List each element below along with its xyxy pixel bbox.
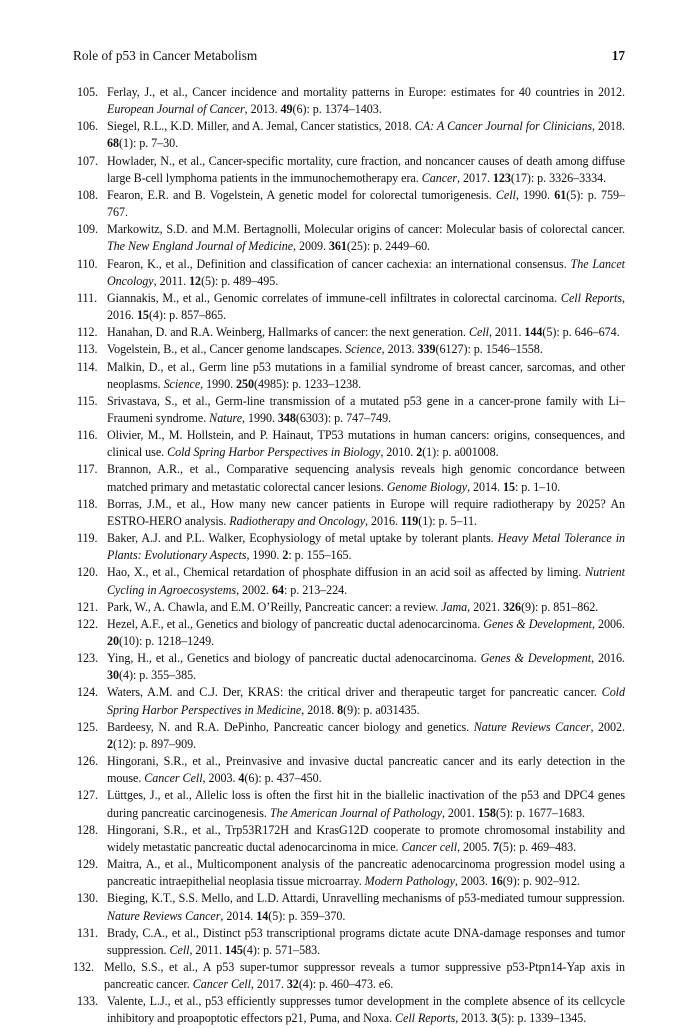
citation-text: (4): p. 571–583. — [242, 942, 321, 957]
citation-text: Ferlay, J., et al., Cancer incidence and mortality patterns in Europe: estimates for 40 countries in 2012. — [107, 85, 625, 99]
journal-title: CA: A Cancer Journal for Clinicians — [414, 119, 592, 134]
reference-number: 126. — [77, 754, 98, 769]
reference-item — [77, 290, 625, 324]
journal-title: European Journal of Cancer — [107, 102, 245, 117]
citation-text: Vogelstein, B., et al., Cancer genome landscapes. — [107, 342, 346, 357]
citation-text: , 2005. — [457, 839, 493, 854]
volume-number: 3 — [491, 1011, 498, 1026]
citation-text: Lüttges, J., et al., Allelic loss is often the first hit in the biallelic inactivation of the p53 and DPC4 genes during pancreatic carcinogenesis. — [107, 788, 625, 820]
citation-text: , 2006. — [591, 616, 625, 631]
citation-text: (4): p. 355–385. — [119, 668, 197, 683]
reference-number: 131. — [77, 925, 98, 940]
citation-text: , 2001. — [441, 805, 478, 820]
volume-number: 61 — [554, 187, 567, 202]
journal-title: Heavy Metal Tolerance in Plants: Evolutionary Aspects — [107, 531, 625, 563]
volume-number: 339 — [417, 342, 436, 357]
reference-number: 121. — [77, 599, 98, 614]
citation-text: , 2013. — [244, 102, 281, 117]
reference-item — [77, 153, 625, 187]
citation-text: (9): p. a031435. — [343, 702, 420, 717]
journal-title: Modern Pathology — [364, 874, 455, 889]
reference-item — [77, 787, 625, 821]
citation-text: Fearon, K., et al., Definition and classification of cancer cachexia: an international consensus. — [107, 256, 571, 271]
reference-item — [77, 564, 625, 598]
page-number: 17 — [611, 48, 625, 63]
journal-title: Nature Reviews Cancer — [107, 908, 221, 923]
citation-text: (6127): p. 1546–1558. — [435, 342, 543, 357]
journal-title: Cancer cell — [401, 839, 458, 854]
journal-title: Jama — [441, 599, 468, 614]
citation-text: (25): p. 2449–60. — [346, 239, 431, 254]
reference-item — [77, 822, 625, 856]
journal-title: Nature Reviews Cancer — [473, 719, 591, 734]
citation-text: Markowitz, S.D. and M.M. Bertagnolli, Molecular origins of cancer: Molecular basis of colorectal cancer. — [107, 222, 625, 237]
reference-number: 123. — [77, 651, 98, 666]
citation-text: , 2011. — [488, 325, 525, 340]
citation-text: (5): p. 489–495. — [201, 273, 279, 288]
volume-number: 119 — [400, 513, 419, 528]
citation-text: , 2018. — [301, 702, 338, 717]
citation-text: , 2011. — [189, 942, 225, 957]
citation-text: , 2017. — [250, 977, 287, 992]
reference-item — [77, 530, 625, 564]
reference-number: 109. — [77, 222, 98, 237]
citation-text: , 2017. — [457, 170, 493, 185]
reference-number: 118. — [77, 496, 98, 511]
citation-text: , 1990. — [246, 548, 283, 563]
volume-number: 64 — [271, 582, 284, 597]
citation-text: (5): p. 1677–1683. — [495, 805, 585, 820]
volume-number: 15 — [502, 479, 515, 494]
reference-item — [77, 256, 625, 290]
citation-text: , 2011. — [153, 273, 190, 288]
journal-title: Cold Spring Harbor Perspectives in Biology — [167, 445, 381, 460]
citation-text: , 2018. — [592, 119, 625, 134]
citation-text: , 2016. — [591, 651, 625, 666]
citation-text: , 2013. — [455, 1011, 492, 1026]
reference-number: 130. — [77, 891, 98, 906]
citation-text: Hezel, A.F., et al., Genetics and biology of pancreatic ductal adenocarcinoma. — [107, 616, 484, 631]
volume-number: 32 — [286, 977, 299, 992]
citation-text: , 2013. — [381, 342, 418, 357]
citation-text: Bardeesy, N. and R.A. DePinho, Pancreatic cancer biology and genetics. — [107, 719, 474, 734]
journal-title: Science — [163, 376, 201, 391]
reference-item — [77, 496, 625, 530]
citation-text: , 2021. — [467, 599, 504, 614]
reference-number: 116. — [77, 428, 98, 443]
citation-text: Mello, S.S., et al., A p53 super-tumor suppressor reveals a tumor suppressive p53-Ptpn14-Yap axis in pancreatic cancer. — [104, 959, 625, 992]
journal-title: Genes & Development — [483, 616, 592, 631]
volume-number: 12 — [189, 273, 202, 288]
volume-number: 144 — [524, 325, 543, 340]
volume-number: 7 — [492, 839, 499, 854]
reference-number: 110. — [77, 256, 98, 271]
journal-title: Cell Reports — [395, 1011, 456, 1026]
citation-text: (4985): p. 1233–1238. — [254, 376, 362, 391]
reference-number: 113. — [77, 342, 98, 357]
reference-item — [77, 650, 625, 684]
journal-title: Genome Biology — [386, 479, 468, 494]
citation-text: Baker, A.J. and P.L. Walker, Ecophysiology of metal uptake by tolerant plants. — [107, 531, 498, 546]
reference-item — [77, 753, 625, 787]
citation-text: , 1990. — [515, 187, 555, 202]
citation-text: (10): p. 1218–1249. — [119, 634, 215, 648]
citation-text: Hingorani, S.R., et al., Trp53R172H and KrasG12D cooperate to promote chromosomal instability and widely metastatic pancreatic ductal adenocarcinoma in mice. — [107, 822, 625, 854]
reference-number: 129. — [77, 857, 98, 872]
reference-item — [77, 427, 625, 461]
volume-number: 2 — [416, 445, 423, 460]
journal-title: The Lancet Oncology — [107, 256, 625, 288]
citation-text: : p. 1–10. — [514, 479, 561, 494]
reference-number: 114. — [77, 359, 98, 374]
citation-text: , 2016. — [107, 290, 625, 323]
citation-text: , 2003. — [202, 771, 239, 786]
volume-number: 30 — [107, 668, 119, 683]
citation-text: Borras, J.M., et al., How many new cancer patients in Europe will require radiotherapy by 2025? An ESTRO-HERO analysis. — [107, 496, 625, 528]
volume-number: 68 — [107, 136, 119, 151]
reference-item — [77, 856, 625, 890]
citation-text: (1): p. 7–30. — [119, 136, 179, 151]
journal-title: Cancer — [421, 170, 458, 185]
citation-text: (5): p. 469–483. — [498, 839, 577, 854]
volume-number: 123 — [492, 170, 511, 185]
citation-text: (9): p. 851–862. — [521, 599, 599, 614]
citation-text: Brannon, A.R., et al., Comparative sequencing analysis reveals high genomic concordance between matched primary and metastatic colorectal cancer lesions. — [107, 462, 625, 494]
reference-number: 115. — [77, 393, 98, 408]
volume-number: 250 — [236, 376, 255, 391]
reference-item — [77, 324, 625, 341]
reference-number: 132. — [73, 959, 94, 974]
reference-item — [77, 393, 625, 427]
journal-title: Genes & Development — [480, 651, 592, 666]
reference-number: 111. — [77, 290, 98, 305]
citation-text: (5): p. 759–767. — [107, 187, 625, 220]
reference-number: 106. — [77, 119, 98, 134]
reference-item — [77, 599, 625, 616]
citation-text: , 2016. — [365, 513, 401, 528]
journal-title: Cell — [495, 187, 516, 202]
citation-text: (6): p. 1374–1403. — [292, 102, 382, 117]
reference-item — [77, 84, 625, 118]
citation-text: , 2014. — [220, 908, 257, 923]
citation-text: , 1990. — [200, 376, 237, 391]
reference-item — [77, 890, 625, 924]
citation-text: Maitra, A., et al., Multicomponent analysis of the pancreatic adenocarcinoma progression model using a pancreatic intraepithelial neoplasia tissue microarray. — [107, 857, 625, 889]
reference-item — [73, 959, 625, 993]
reference-number: 117. — [77, 462, 98, 477]
reference-number: 124. — [77, 685, 98, 700]
volume-number: 8 — [337, 702, 344, 717]
volume-number: 14 — [256, 908, 269, 923]
journal-title: Nutrient Cycling in Agroecosystems — [107, 565, 625, 597]
running-head — [73, 46, 625, 66]
citation-text: (4): p. 857–865. — [148, 308, 227, 323]
reference-item — [77, 221, 625, 255]
citation-text: Park, W., A. Chawla, and E.M. O’Reilly, Pancreatic cancer: a review. — [107, 599, 442, 614]
journal-title: Cell — [469, 325, 489, 340]
citation-text: Valente, L.J., et al., p53 efficiently suppresses tumor development in the complete absence of its cellcycle inhibitory and proapoptotic effectors p21, Puma, and Noxa. — [107, 994, 625, 1026]
volume-number: 158 — [477, 805, 496, 820]
volume-number: 326 — [503, 599, 522, 614]
reference-item — [77, 925, 625, 959]
journal-title: Science — [345, 342, 382, 357]
reference-item — [77, 993, 625, 1027]
citation-text: (1): p. 5–11. — [418, 513, 477, 528]
citation-text: , 2002. — [590, 719, 625, 734]
reference-number: 133. — [77, 994, 98, 1009]
reference-item — [77, 684, 625, 718]
journal-title: Cancer Cell — [192, 977, 251, 992]
volume-number: 15 — [136, 308, 149, 323]
reference-item — [77, 118, 625, 152]
citation-text: Giannakis, M., et al., Genomic correlates of immune-cell infiltrates in colorectal carcinoma. — [107, 290, 561, 305]
volume-number: 361 — [328, 239, 347, 254]
volume-number: 2 — [107, 736, 113, 751]
volume-number: 16 — [490, 874, 503, 889]
citation-text: Bieging, K.T., S.S. Mello, and L.D. Attardi, Unravelling mechanisms of p53-mediated tumour suppression. — [107, 891, 625, 906]
journal-title: Cell — [169, 942, 190, 957]
citation-text: Olivier, M., M. Hollstein, and P. Hainaut, TP53 mutations in human cancers: origins, consequences, and clinical use. — [107, 428, 625, 460]
citation-text: Srivastava, S., et al., Germ-line transmission of a mutated p53 gene in a cancer-prone family with Li–Fraumeni syndrome. — [107, 393, 625, 425]
citation-text: Hanahan, D. and R.A. Weinberg, Hallmarks of cancer: the next generation. — [107, 325, 469, 340]
citation-text: : p. 213–224. — [283, 582, 348, 597]
citation-text: , 2014. — [467, 479, 503, 494]
volume-number: 348 — [277, 410, 296, 425]
journal-title: Cancer Cell — [144, 771, 203, 786]
reference-item — [77, 187, 625, 221]
reference-number: 125. — [77, 719, 98, 734]
reference-item — [77, 341, 625, 358]
citation-text: (17): p. 3326–3334. — [510, 170, 607, 185]
citation-text: (6303): p. 747–749. — [295, 410, 392, 425]
citation-text: (5): p. 1339–1345. — [497, 1011, 587, 1026]
journal-title: Cold Spring Harbor Perspectives in Medicine — [107, 685, 625, 717]
citation-text: Waters, A.M. and C.J. Der, KRAS: the critical driver and therapeutic target for pancreatic cancer. — [107, 685, 602, 700]
citation-text: Hingorani, S.R., et al., Preinvasive and invasive ductal pancreatic cancer and its early detection in the mouse. — [107, 754, 625, 786]
citation-text: Siegel, R.L., K.D. Miller, and A. Jemal, Cancer statistics, 2018. — [107, 119, 415, 134]
citation-text: (1): p. a001008. — [422, 445, 499, 460]
volume-number: 4 — [238, 771, 245, 786]
citation-text: (12): p. 897–909. — [113, 736, 197, 751]
journal-title: The New England Journal of Medicine — [107, 239, 294, 254]
citation-text: Hao, X., et al., Chemical retardation of phosphate diffusion in an acid soil as affected by liming. — [107, 565, 586, 580]
citation-text: , 2010. — [380, 445, 417, 460]
reference-number: 122. — [77, 616, 98, 631]
reference-number: 119. — [77, 531, 98, 546]
citation-text: Fearon, E.R. and B. Vogelstein, A genetic model for colorectal tumorigenesis. — [107, 187, 496, 202]
citation-text: : p. 155–165. — [288, 548, 352, 563]
reference-item — [77, 616, 625, 650]
reference-list — [73, 84, 625, 1028]
reference-number: 128. — [77, 822, 98, 837]
citation-text: , 2003. — [454, 874, 491, 889]
citation-text: , 1990. — [242, 410, 278, 425]
citation-text: Malkin, D., et al., Germ line p53 mutations in a familial syndrome of breast cancer, sarcomas, and other neoplasms. — [107, 359, 625, 391]
reference-number: 105. — [77, 85, 98, 99]
reference-number: 107. — [77, 153, 98, 168]
journal-title: Radiotherapy and Oncology — [229, 513, 366, 528]
citation-text: (9): p. 902–912. — [502, 874, 580, 889]
citation-text: , 2002. — [236, 582, 272, 597]
reference-number: 108. — [77, 187, 98, 202]
reference-number: 120. — [77, 565, 98, 580]
volume-number: 20 — [107, 634, 119, 648]
citation-text: Brady, C.A., et al., Distinct p53 transcriptional programs dictate acute DNA-damage responses and tumor suppression. — [107, 925, 625, 957]
citation-text: (5): p. 646–674. — [542, 325, 620, 340]
volume-number: 2 — [282, 548, 289, 563]
citation-text: (4): p. 460–473. e6. — [298, 977, 394, 992]
reference-item — [77, 719, 625, 753]
journal-title: The American Journal of Pathology — [269, 805, 442, 820]
reference-number: 127. — [77, 788, 98, 803]
reference-number: 112. — [77, 325, 98, 340]
citation-text: (5): p. 359–370. — [268, 908, 346, 923]
reference-item — [77, 461, 625, 495]
volume-number: 49 — [280, 102, 293, 117]
running-head-title: Role of p53 in Cancer Metabolism — [73, 48, 258, 63]
journal-title: Cell Reports — [560, 290, 623, 305]
journal-title: Nature — [209, 410, 243, 425]
citation-text: , 2009. — [293, 239, 329, 254]
citation-text: (6): p. 437–450. — [244, 771, 322, 786]
citation-text: Howlader, N., et al., Cancer-specific mortality, cure fraction, and noncancer causes of death among diffuse large B-cell lymphoma patients in the immunochemotherapy era. — [107, 153, 625, 185]
citation-text: Ying, H., et al., Genetics and biology of pancreatic ductal adenocarcinoma. — [107, 651, 481, 666]
volume-number: 145 — [224, 942, 243, 957]
reference-item — [77, 359, 625, 393]
